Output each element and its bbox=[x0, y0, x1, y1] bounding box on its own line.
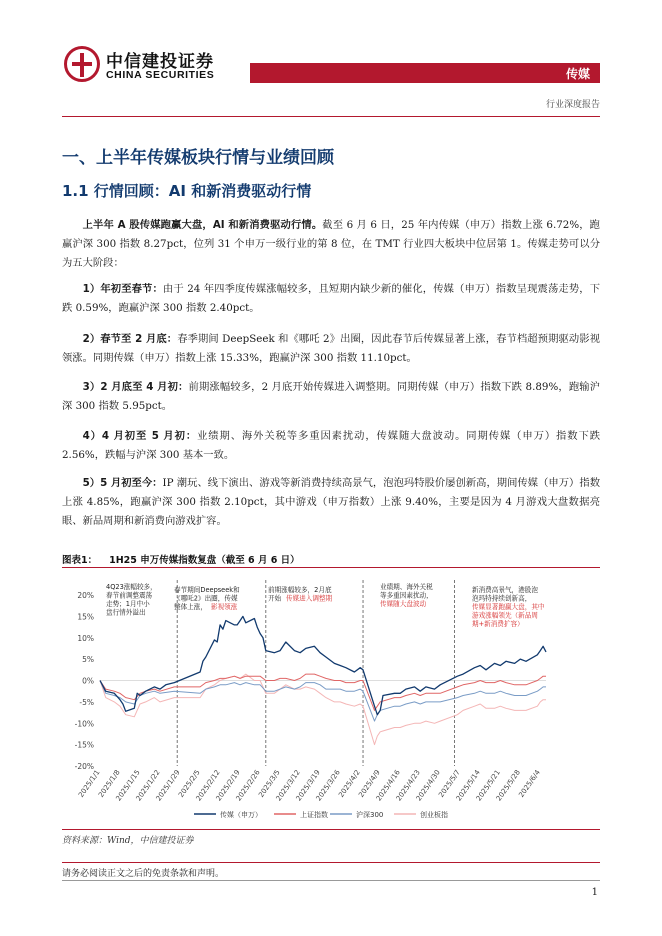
x-tick-label: 2025/4/16 bbox=[374, 768, 402, 803]
x-tick-label: 2025/3/19 bbox=[294, 768, 322, 803]
disclaimer-text: 请务必阅读正文之后的免责条款和声明。 bbox=[62, 869, 225, 879]
logo-emblem-icon bbox=[64, 46, 100, 82]
figure-label: 图表1： bbox=[62, 555, 98, 566]
x-tick-label: 2025/5/7 bbox=[437, 768, 462, 799]
intro-body: 截至 6 月 6 日，25 年内传媒（申万）指数上涨 6.72%，跑赢沪深 300 指数 8.27pct，位列 31 个申万一级行业的第 8 位，在 TMT 行业四大板块中位居第 1。传媒走势可以分为五大阶段： bbox=[62, 219, 600, 269]
x-tick-label: 2025/2/5 bbox=[177, 768, 202, 799]
x-tick-label: 2025/4/2 bbox=[337, 768, 362, 799]
annotation-3-line: 前期涨幅较多，2月底 bbox=[268, 586, 332, 594]
x-tick-label: 2025/3/12 bbox=[274, 768, 302, 803]
x-tick-label: 2025/5/21 bbox=[474, 768, 502, 803]
x-tick-label: 2025/6/4 bbox=[517, 768, 542, 799]
intro-lead: 上半年 A 股传媒跑赢大盘，AI 和新消费驱动行情。 bbox=[82, 219, 323, 231]
annotation-2-line: 整体上涨， bbox=[174, 603, 207, 611]
y-tick-label: 0% bbox=[82, 676, 94, 686]
logo-name-cn: 中信建投证券 bbox=[106, 52, 214, 72]
phase-4-paragraph bbox=[62, 427, 600, 465]
section-banner bbox=[250, 63, 600, 83]
legend-label-3: 沪深300 bbox=[356, 811, 384, 819]
y-tick-label: -20% bbox=[74, 762, 94, 771]
intro-paragraph bbox=[62, 216, 600, 273]
figure-top-rule bbox=[62, 567, 600, 568]
x-tick-label: 2025/3/5 bbox=[257, 768, 282, 799]
report-type: 行业深度报告 bbox=[545, 100, 600, 110]
annotation-3-highlight: 传媒进入调整期 bbox=[286, 594, 333, 603]
x-tick-label: 2025/1/8 bbox=[97, 768, 122, 799]
x-tick-label: 2025/1/1 bbox=[77, 768, 102, 799]
phase-2-lead: 2）春节至 2 月底： bbox=[82, 333, 178, 345]
y-tick-label: 15% bbox=[77, 612, 94, 622]
annotation-4-line: 等多重因素扰动， bbox=[380, 591, 433, 600]
annotation-1-line: 4Q23涨幅较多， bbox=[106, 583, 157, 591]
x-tick-label: 2025/4/23 bbox=[394, 768, 422, 803]
phase-5-lead: 5）5 月初至今： bbox=[82, 477, 163, 489]
footer-divider bbox=[62, 862, 600, 863]
annotation-4-highlight: 传媒随大盘波动 bbox=[380, 600, 427, 608]
phase-4-body: 业绩期、海外关税等多重因素扰动，传媒随大盘波动。同期传媒（申万）指数下跌 2.56%，跌幅与沪深 300 基本一致。 bbox=[62, 430, 601, 461]
phase-1-paragraph bbox=[62, 280, 600, 318]
section-tag: 传媒 bbox=[565, 67, 590, 81]
series-line-3 bbox=[100, 681, 546, 722]
y-tick-label: -15% bbox=[74, 740, 94, 750]
annotation-5-highlight: 游戏涨幅领先（新品周 bbox=[472, 611, 538, 620]
phase-2-body: 春季期间 DeepSeek 和《哪吒 2》出圈，因此春节后传媒显著上涨，春节档超预期驱动影视领涨。同期传媒（申万）指数上涨 15.33%，跑赢沪深 300 指数 11.10pct。 bbox=[62, 333, 600, 364]
x-tick-label: 2025/2/19 bbox=[214, 768, 242, 803]
phase-5-paragraph bbox=[62, 474, 600, 531]
annotation-5-highlight: 期+新消费扩容） bbox=[472, 620, 524, 628]
annotation-2-line: 春节期间Deepseek和 bbox=[174, 586, 240, 594]
x-tick-label: 2025/1/29 bbox=[154, 768, 182, 803]
annotation-5-line: 新消费高景气，港股泡 bbox=[472, 586, 538, 594]
phase-annotations bbox=[106, 582, 545, 628]
annotation-1-line: 走势；1月中小 bbox=[106, 600, 150, 608]
annotation-1-line: 春节前调整震荡 bbox=[106, 591, 153, 600]
subsection-heading: 1.1 行情回顾：AI 和新消费驱动行情 bbox=[62, 182, 312, 200]
y-tick-label: 10% bbox=[77, 633, 94, 643]
figure-title bbox=[62, 552, 312, 566]
legend-label-4: 创业板指 bbox=[420, 811, 448, 819]
phase-1-body: 由于 24 年四季度传媒涨幅较多，且短期内缺少新的催化，传媒（申万）指数呈现震荡走势，下跌 0.59%，跑赢沪深 300 指数 2.40pct。 bbox=[62, 283, 600, 314]
section-heading: 一、上半年传媒板块行情与业绩回顾 bbox=[62, 148, 334, 168]
company-logo bbox=[64, 44, 234, 86]
annotation-5-line: 泡玛特持续创新高， bbox=[472, 594, 532, 603]
phase-3-lead: 3）2 月底至 4 月初： bbox=[82, 381, 189, 393]
legend-label-1: 传媒（申万） bbox=[220, 811, 262, 819]
y-tick-label: 5% bbox=[82, 655, 94, 665]
legend-label-2: 上证指数 bbox=[300, 811, 328, 819]
x-tick-label: 2025/1/22 bbox=[134, 768, 162, 803]
header-divider bbox=[62, 116, 600, 117]
chart-legend bbox=[194, 810, 448, 819]
y-tick-label: -10% bbox=[74, 719, 94, 729]
phase-3-body: 前期涨幅较多，2 月底开始传媒进入调整期。同期传媒（申万）指数下跌 8.89%，跑输沪深 300 指数 5.95pct。 bbox=[62, 381, 600, 412]
annotation-3-line: 开始 bbox=[268, 594, 282, 603]
phase-4-lead: 4）4 月初至 5 月初： bbox=[82, 430, 198, 442]
footer-rule bbox=[62, 880, 600, 881]
logo-name-en: CHINA SECURITIES bbox=[106, 69, 215, 81]
phase-3-paragraph bbox=[62, 378, 600, 416]
annotation-4-line: 业绩期、海外关税 bbox=[380, 583, 433, 591]
figure-caption: 1H25 申万传媒指数复盘（截至 6 月 6 日） bbox=[109, 555, 300, 566]
y-tick-label: -5% bbox=[79, 697, 94, 707]
phase-5-body: IP 潮玩、线下演出、游戏等新消费持续高景气，泡泡玛特股价屡创新高，期间传媒（申万）指数上涨 4.85%，跑赢沪深 300 指数 2.10pct，其中游戏（申万指数）上涨 9.40%，主要是因为 4 月游戏大盘数据亮眼、新品周期和新消费向游戏扩容。 bbox=[62, 477, 600, 527]
page-number: 1 bbox=[591, 887, 598, 898]
phase-2-paragraph bbox=[62, 330, 600, 368]
x-tick-label: 2025/5/28 bbox=[494, 768, 522, 803]
x-tick-label: 2025/2/26 bbox=[234, 768, 262, 803]
phase-1-lead: 1）年初至春节： bbox=[82, 283, 163, 295]
x-tick-label: 2025/5/14 bbox=[454, 768, 482, 803]
annotation-5-highlight: 传媒显著跑赢大盘，其中 bbox=[472, 603, 545, 611]
x-tick-label: 2025/1/15 bbox=[114, 768, 142, 803]
x-tick-label: 2025/4/9 bbox=[357, 768, 382, 799]
x-tick-label: 2025/2/12 bbox=[194, 768, 222, 803]
x-tick-label: 2025/3/26 bbox=[314, 768, 342, 803]
annotation-2-line: 《哪吒2》出圈，传媒 bbox=[174, 594, 238, 603]
annotation-1-line: 盘行情外溢出 bbox=[106, 608, 146, 617]
figure-source: 资料来源：Wind，中信建投证券 bbox=[62, 836, 194, 846]
index-performance-chart bbox=[62, 570, 600, 828]
y-tick-label: 20% bbox=[77, 591, 94, 600]
x-tick-label: 2025/4/30 bbox=[414, 768, 442, 803]
figure-bottom-rule bbox=[62, 829, 600, 830]
annotation-2-highlight: 影视领涨 bbox=[211, 603, 238, 611]
x-axis bbox=[77, 768, 542, 802]
